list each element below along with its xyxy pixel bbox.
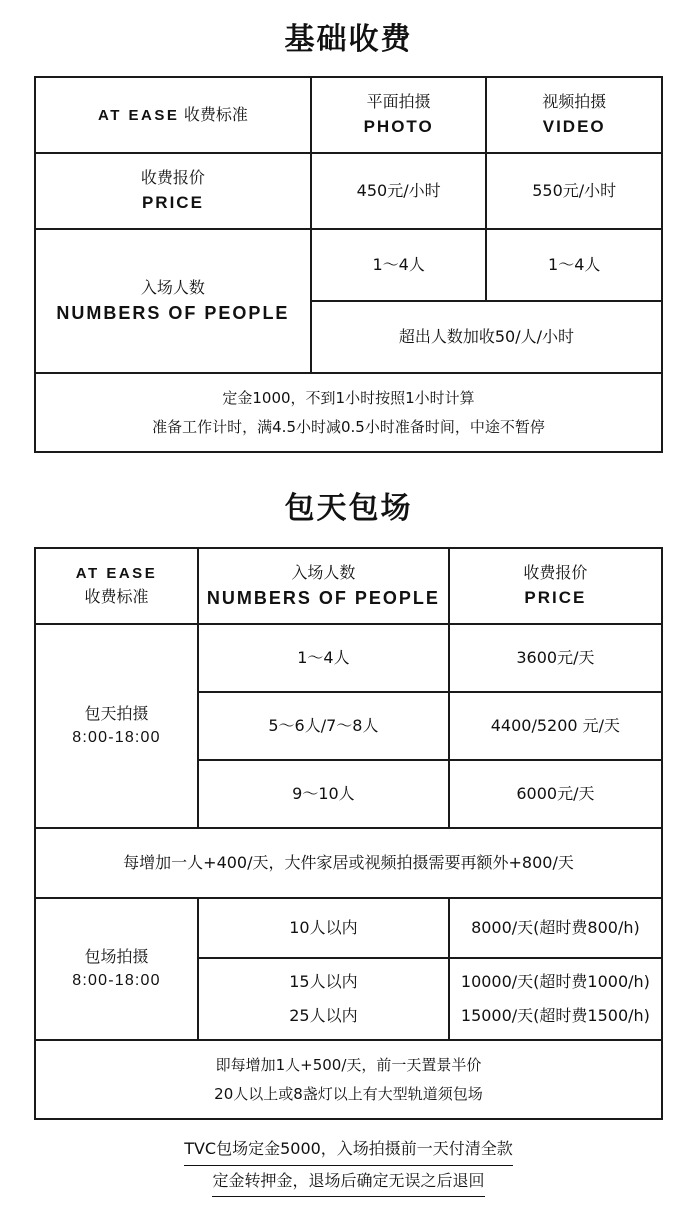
cell-people-extra: 超出人数加收50/人/小时 [311,301,662,373]
table-row [35,624,662,692]
cell-venue-price-1: 8000/天(超时费800/h) [449,898,662,958]
cell-daily-note: 每增加一人+400/天，大件家居或视频拍摄需要再额外+800/天 [35,828,662,898]
video-header-cn: 视频拍摄 [542,92,607,112]
cell-venue-people-2: 15人以内 [198,958,449,999]
cell-price-video: 550元/小时 [486,153,662,229]
venue-label-time: 8:00-18:00 [72,972,161,989]
cell-brand-header [35,77,311,153]
photo-header-en: PHOTO [363,117,434,137]
people-header-en: NUMBERS OF PEOPLE [206,587,440,608]
cell-price-label [35,153,311,229]
cell-people-video: 1～4人 [486,229,662,301]
price-sheet-page [0,14,697,1197]
cell-daily-people-2: 5～6人/7～8人 [198,692,449,760]
price-header-en: PRICE [524,588,587,608]
brand-subtitle: 收费标准 [183,104,248,124]
table-row [35,373,662,452]
cell-daily-notes [35,1040,662,1119]
daily-label-cn: 包天拍摄 [84,704,149,723]
basic-pricing-table [34,76,663,453]
price-label-en: PRICE [141,193,204,213]
table-row [35,548,662,624]
people-label-en: NUMBERS OF PEOPLE [56,302,290,323]
daily-note-1: 即每增加1人+500/天，前一天置景半价 [215,1056,482,1074]
cell-venue-label [35,898,198,1040]
cell-daily-people-1: 1～4人 [198,624,449,692]
cell-venue-people-3: 25人以内 [198,999,449,1040]
venue-label-cn: 包场拍摄 [84,947,149,966]
table-row [35,828,662,898]
cell-people-header [198,548,449,624]
cell-daily-price-2: 4400/5200 元/天 [449,692,662,760]
table-row [35,898,662,958]
cell-people-photo: 1～4人 [311,229,487,301]
cell-price-header [449,548,662,624]
footer-notes [34,1134,663,1197]
table-row [35,77,662,153]
brand-name-2: AT EASE [75,564,158,582]
brand-subtitle-2: 收费标准 [84,587,149,607]
cell-price-photo: 450元/小时 [311,153,487,229]
photo-header-cn: 平面拍摄 [366,92,431,112]
footer-text-1: TVC包场定金5000，入场拍摄前一天付清全款 [184,1134,513,1166]
people-label-cn: 入场人数 [140,277,205,297]
table-row [35,229,662,301]
daily-pricing-table [34,547,663,1120]
section-title-daily: 包天包场 [284,491,413,526]
basic-note-1: 定金1000，不到1小时按照1小时计算 [222,389,475,407]
people-header-cn: 入场人数 [291,562,356,582]
price-label-cn: 收费报价 [140,168,205,188]
video-header-en: VIDEO [542,117,606,137]
cell-daily-people-3: 9～10人 [198,760,449,828]
cell-brand-header-2 [35,548,198,624]
daily-label-time: 8:00-18:00 [72,729,161,746]
cell-video-header [486,77,662,153]
cell-venue-people-1: 10人以内 [198,898,449,958]
cell-daily-label [35,624,198,828]
cell-venue-price-3: 15000/天(超时费1500/h) [449,999,662,1040]
footer-text-2: 定金转押金，退场后确定无误之后退回 [212,1166,484,1198]
cell-people-label [35,229,311,373]
cell-basic-notes [35,373,662,452]
cell-daily-price-1: 3600元/天 [449,624,662,692]
basic-note-2: 准备工作计时，满4.5小时减0.5小时准备时间，中途不暂停 [152,417,545,436]
cell-venue-price-2: 10000/天(超时费1000/h) [449,958,662,999]
price-header-cn: 收费报价 [523,563,588,583]
footer-line-2 [34,1166,663,1198]
cell-photo-header [311,77,487,153]
table-row [35,1040,662,1119]
footer-line-1 [34,1134,663,1166]
section-title-basic: 基础收费 [284,22,413,57]
cell-daily-price-3: 6000元/天 [449,760,662,828]
daily-note-2: 20人以上或8盏灯以上有大型轨道须包场 [214,1084,483,1103]
brand-name: AT EASE [98,106,180,124]
table-row [35,153,662,229]
